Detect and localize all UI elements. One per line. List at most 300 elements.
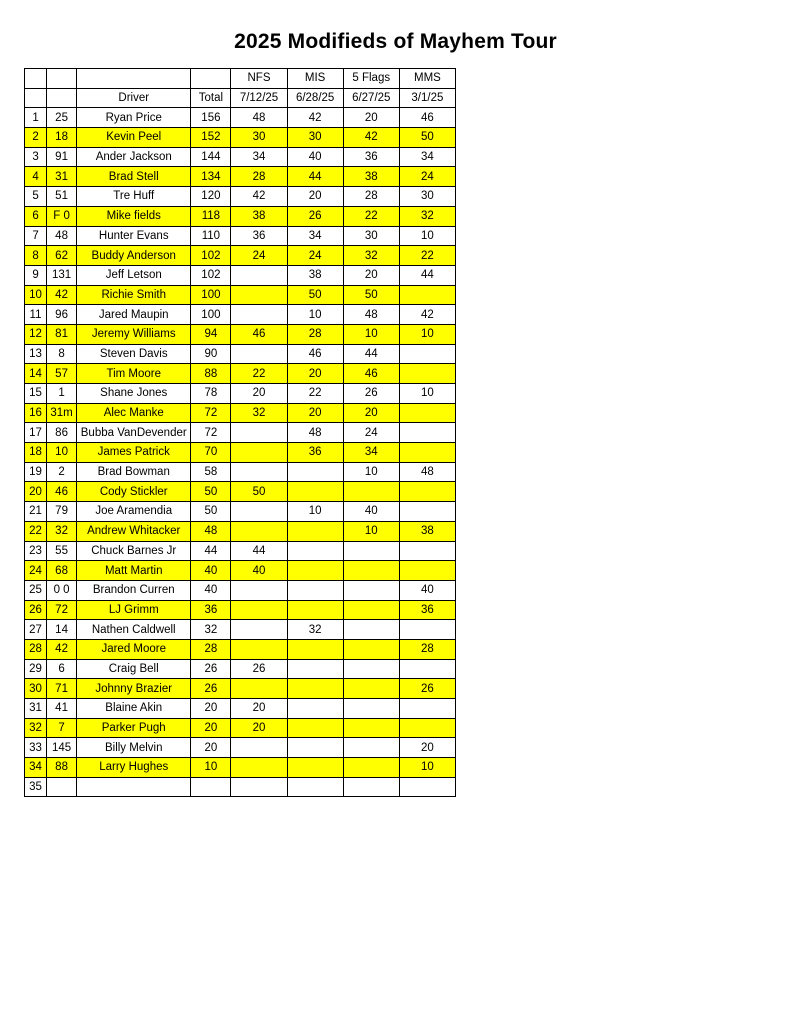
row-race-score-4: 10 — [399, 384, 455, 404]
table-row — [25, 620, 456, 640]
row-total-points: 100 — [191, 305, 231, 325]
row-race-score-1: 20 — [231, 699, 287, 719]
row-race-score-3: 38 — [343, 167, 399, 187]
row-race-score-4: 44 — [399, 265, 455, 285]
row-race-score-1 — [231, 285, 287, 305]
row-race-score-1: 24 — [231, 246, 287, 266]
row-driver-name: Blaine Akin — [77, 699, 191, 719]
table-row — [25, 246, 456, 266]
row-position: 9 — [25, 265, 47, 285]
row-race-score-3 — [343, 620, 399, 640]
row-total-points: 58 — [191, 462, 231, 482]
row-position: 29 — [25, 659, 47, 679]
row-race-score-3: 20 — [343, 108, 399, 128]
row-position: 15 — [25, 384, 47, 404]
row-race-score-3 — [343, 561, 399, 581]
row-total-points: 144 — [191, 147, 231, 167]
row-race-score-4: 24 — [399, 167, 455, 187]
row-race-score-1 — [231, 600, 287, 620]
table-row — [25, 679, 456, 699]
row-race-score-3 — [343, 679, 399, 699]
row-race-score-2: 38 — [287, 265, 343, 285]
header-date-1: 7/12/25 — [231, 88, 287, 108]
row-race-score-4: 10 — [399, 758, 455, 778]
table-row — [25, 187, 456, 207]
row-race-score-2: 20 — [287, 364, 343, 384]
row-race-score-1 — [231, 580, 287, 600]
row-position: 11 — [25, 305, 47, 325]
row-race-score-2 — [287, 738, 343, 758]
table-row — [25, 128, 456, 148]
row-position: 2 — [25, 128, 47, 148]
header-blank-driver — [77, 69, 191, 89]
row-total-points: 100 — [191, 285, 231, 305]
row-race-score-4 — [399, 285, 455, 305]
row-car-number: 81 — [47, 324, 77, 344]
table-row — [25, 403, 456, 423]
row-race-score-2 — [287, 561, 343, 581]
row-position: 26 — [25, 600, 47, 620]
header-driver: Driver — [77, 88, 191, 108]
row-race-score-1: 40 — [231, 561, 287, 581]
row-race-score-1 — [231, 620, 287, 640]
row-race-score-2: 20 — [287, 403, 343, 423]
row-race-score-2 — [287, 482, 343, 502]
row-race-score-2 — [287, 777, 343, 797]
row-car-number: 0 0 — [47, 580, 77, 600]
row-race-score-3: 30 — [343, 226, 399, 246]
row-race-score-3: 34 — [343, 443, 399, 463]
row-total-points: 28 — [191, 639, 231, 659]
table-row — [25, 718, 456, 738]
row-race-score-2 — [287, 718, 343, 738]
row-race-score-4 — [399, 344, 455, 364]
row-driver-name: Brad Stell — [77, 167, 191, 187]
table-row — [25, 305, 456, 325]
header-venue-4: MMS — [399, 69, 455, 89]
table-row — [25, 580, 456, 600]
row-total-points: 10 — [191, 758, 231, 778]
row-total-points: 20 — [191, 699, 231, 719]
row-total-points: 48 — [191, 521, 231, 541]
row-car-number: 96 — [47, 305, 77, 325]
row-car-number: 55 — [47, 541, 77, 561]
row-position: 21 — [25, 502, 47, 522]
table-row — [25, 265, 456, 285]
row-race-score-2: 44 — [287, 167, 343, 187]
row-race-score-2 — [287, 659, 343, 679]
row-position: 20 — [25, 482, 47, 502]
row-race-score-4 — [399, 364, 455, 384]
row-race-score-3 — [343, 718, 399, 738]
page-title: 2025 Modifieds of Mayhem Tour — [234, 30, 557, 53]
header-date-4: 3/1/25 — [399, 88, 455, 108]
row-race-score-1: 20 — [231, 384, 287, 404]
row-race-score-1: 28 — [231, 167, 287, 187]
row-car-number: 91 — [47, 147, 77, 167]
table-row — [25, 147, 456, 167]
row-car-number: 41 — [47, 699, 77, 719]
row-driver-name: James Patrick — [77, 443, 191, 463]
row-total-points: 102 — [191, 265, 231, 285]
row-race-score-2: 10 — [287, 502, 343, 522]
row-driver-name: Chuck Barnes Jr — [77, 541, 191, 561]
row-position: 5 — [25, 187, 47, 207]
row-car-number: 10 — [47, 443, 77, 463]
row-total-points: 156 — [191, 108, 231, 128]
row-race-score-1 — [231, 777, 287, 797]
row-car-number: 6 — [47, 659, 77, 679]
header-date-2: 6/28/25 — [287, 88, 343, 108]
row-total-points: 118 — [191, 206, 231, 226]
row-race-score-1 — [231, 758, 287, 778]
row-position: 19 — [25, 462, 47, 482]
row-race-score-3: 36 — [343, 147, 399, 167]
row-race-score-4: 42 — [399, 305, 455, 325]
row-driver-name: Alec Manke — [77, 403, 191, 423]
row-race-score-3: 32 — [343, 246, 399, 266]
row-total-points: 94 — [191, 324, 231, 344]
row-race-score-3: 28 — [343, 187, 399, 207]
row-total-points: 72 — [191, 423, 231, 443]
row-car-number: 31 — [47, 167, 77, 187]
row-race-score-1: 46 — [231, 324, 287, 344]
row-driver-name: Steven Davis — [77, 344, 191, 364]
row-position: 10 — [25, 285, 47, 305]
row-driver-name: Andrew Whitacker — [77, 521, 191, 541]
row-total-points: 44 — [191, 541, 231, 561]
row-race-score-4: 20 — [399, 738, 455, 758]
row-position: 27 — [25, 620, 47, 640]
row-car-number: 31m — [47, 403, 77, 423]
row-race-score-3 — [343, 600, 399, 620]
row-race-score-2: 20 — [287, 187, 343, 207]
row-race-score-1 — [231, 521, 287, 541]
header-venue-1: NFS — [231, 69, 287, 89]
row-race-score-2: 22 — [287, 384, 343, 404]
row-race-score-2: 26 — [287, 206, 343, 226]
row-driver-name: Tim Moore — [77, 364, 191, 384]
row-position: 30 — [25, 679, 47, 699]
row-position: 31 — [25, 699, 47, 719]
standings-table — [24, 68, 456, 797]
row-race-score-1: 36 — [231, 226, 287, 246]
row-position: 33 — [25, 738, 47, 758]
header-blank-num — [47, 69, 77, 89]
row-car-number: F 0 — [47, 206, 77, 226]
row-driver-name: Jared Maupin — [77, 305, 191, 325]
row-race-score-3 — [343, 639, 399, 659]
row-race-score-3 — [343, 541, 399, 561]
row-car-number: 57 — [47, 364, 77, 384]
row-driver-name: Buddy Anderson — [77, 246, 191, 266]
row-driver-name: Bubba VanDevender — [77, 423, 191, 443]
row-car-number: 72 — [47, 600, 77, 620]
row-race-score-1: 22 — [231, 364, 287, 384]
row-total-points: 32 — [191, 620, 231, 640]
row-car-number: 46 — [47, 482, 77, 502]
row-race-score-4 — [399, 443, 455, 463]
row-race-score-3: 10 — [343, 324, 399, 344]
table-row — [25, 600, 456, 620]
standings-table-container — [24, 68, 456, 797]
row-race-score-4 — [399, 502, 455, 522]
row-position: 7 — [25, 226, 47, 246]
row-total-points: 102 — [191, 246, 231, 266]
row-race-score-1: 48 — [231, 108, 287, 128]
row-car-number: 79 — [47, 502, 77, 522]
row-position: 12 — [25, 324, 47, 344]
row-race-score-4 — [399, 699, 455, 719]
row-race-score-1 — [231, 502, 287, 522]
row-driver-name: LJ Grimm — [77, 600, 191, 620]
row-race-score-4 — [399, 482, 455, 502]
row-race-score-3 — [343, 699, 399, 719]
row-race-score-4: 40 — [399, 580, 455, 600]
row-total-points: 152 — [191, 128, 231, 148]
row-race-score-1 — [231, 639, 287, 659]
row-position: 25 — [25, 580, 47, 600]
row-total-points: 50 — [191, 482, 231, 502]
row-race-score-2: 34 — [287, 226, 343, 246]
row-driver-name: Mike fields — [77, 206, 191, 226]
row-race-score-1 — [231, 265, 287, 285]
row-race-score-4: 10 — [399, 324, 455, 344]
row-race-score-2 — [287, 600, 343, 620]
row-driver-name: Craig Bell — [77, 659, 191, 679]
row-race-score-2 — [287, 521, 343, 541]
header-car-number — [47, 88, 77, 108]
header-blank-total — [191, 69, 231, 89]
row-position: 34 — [25, 758, 47, 778]
row-race-score-2: 28 — [287, 324, 343, 344]
row-car-number: 32 — [47, 521, 77, 541]
row-race-score-1: 34 — [231, 147, 287, 167]
row-race-score-1: 38 — [231, 206, 287, 226]
row-driver-name: Ryan Price — [77, 108, 191, 128]
table-row — [25, 443, 456, 463]
row-race-score-4: 48 — [399, 462, 455, 482]
table-row — [25, 324, 456, 344]
row-race-score-3: 22 — [343, 206, 399, 226]
row-race-score-3 — [343, 659, 399, 679]
row-race-score-4: 30 — [399, 187, 455, 207]
table-row — [25, 482, 456, 502]
row-race-score-4 — [399, 403, 455, 423]
row-position: 14 — [25, 364, 47, 384]
row-driver-name — [77, 777, 191, 797]
row-race-score-1: 32 — [231, 403, 287, 423]
table-row — [25, 423, 456, 443]
row-car-number: 7 — [47, 718, 77, 738]
row-total-points: 120 — [191, 187, 231, 207]
row-car-number: 145 — [47, 738, 77, 758]
row-race-score-2: 24 — [287, 246, 343, 266]
row-car-number: 1 — [47, 384, 77, 404]
row-car-number: 42 — [47, 639, 77, 659]
row-race-score-2: 36 — [287, 443, 343, 463]
table-row — [25, 462, 456, 482]
row-car-number: 18 — [47, 128, 77, 148]
table-row — [25, 167, 456, 187]
row-race-score-3: 10 — [343, 521, 399, 541]
row-position: 22 — [25, 521, 47, 541]
row-race-score-3: 50 — [343, 285, 399, 305]
row-race-score-4 — [399, 541, 455, 561]
row-car-number: 62 — [47, 246, 77, 266]
header-pos — [25, 88, 47, 108]
row-driver-name: Tre Huff — [77, 187, 191, 207]
row-driver-name: Matt Martin — [77, 561, 191, 581]
row-car-number: 14 — [47, 620, 77, 640]
row-total-points: 134 — [191, 167, 231, 187]
row-race-score-2: 50 — [287, 285, 343, 305]
row-race-score-4 — [399, 423, 455, 443]
row-race-score-3 — [343, 777, 399, 797]
row-race-score-4: 36 — [399, 600, 455, 620]
row-position: 28 — [25, 639, 47, 659]
row-driver-name: Brandon Curren — [77, 580, 191, 600]
row-race-score-3: 20 — [343, 265, 399, 285]
row-race-score-4 — [399, 777, 455, 797]
table-row — [25, 639, 456, 659]
row-driver-name: Jeff Letson — [77, 265, 191, 285]
row-driver-name: Hunter Evans — [77, 226, 191, 246]
row-position: 18 — [25, 443, 47, 463]
row-car-number: 2 — [47, 462, 77, 482]
row-car-number: 131 — [47, 265, 77, 285]
header-venue-3: 5 Flags — [343, 69, 399, 89]
row-driver-name: Kevin Peel — [77, 128, 191, 148]
row-car-number: 25 — [47, 108, 77, 128]
row-car-number: 88 — [47, 758, 77, 778]
row-total-points: 26 — [191, 659, 231, 679]
row-total-points: 90 — [191, 344, 231, 364]
row-race-score-4: 10 — [399, 226, 455, 246]
row-car-number: 48 — [47, 226, 77, 246]
row-position: 13 — [25, 344, 47, 364]
table-row — [25, 206, 456, 226]
row-race-score-1: 42 — [231, 187, 287, 207]
row-race-score-3 — [343, 580, 399, 600]
table-row — [25, 364, 456, 384]
row-race-score-2 — [287, 462, 343, 482]
table-row — [25, 541, 456, 561]
row-race-score-4: 38 — [399, 521, 455, 541]
row-total-points: 78 — [191, 384, 231, 404]
row-race-score-4 — [399, 718, 455, 738]
row-position: 32 — [25, 718, 47, 738]
row-driver-name: Ander Jackson — [77, 147, 191, 167]
row-race-score-1: 20 — [231, 718, 287, 738]
table-row — [25, 226, 456, 246]
row-position: 1 — [25, 108, 47, 128]
row-driver-name: Shane Jones — [77, 384, 191, 404]
row-total-points: 72 — [191, 403, 231, 423]
row-car-number: 71 — [47, 679, 77, 699]
row-race-score-4: 46 — [399, 108, 455, 128]
row-position: 3 — [25, 147, 47, 167]
table-row — [25, 738, 456, 758]
row-race-score-1 — [231, 679, 287, 699]
row-race-score-2: 46 — [287, 344, 343, 364]
row-position: 35 — [25, 777, 47, 797]
row-driver-name: Billy Melvin — [77, 738, 191, 758]
row-position: 16 — [25, 403, 47, 423]
row-race-score-4: 34 — [399, 147, 455, 167]
row-race-score-2 — [287, 541, 343, 561]
header-row-dates — [25, 88, 456, 108]
row-race-score-1 — [231, 738, 287, 758]
row-race-score-1 — [231, 344, 287, 364]
table-row — [25, 521, 456, 541]
row-total-points: 26 — [191, 679, 231, 699]
row-driver-name: Cody Stickler — [77, 482, 191, 502]
row-race-score-4: 32 — [399, 206, 455, 226]
row-race-score-2: 40 — [287, 147, 343, 167]
row-race-score-1: 50 — [231, 482, 287, 502]
row-total-points: 36 — [191, 600, 231, 620]
header-blank-pos — [25, 69, 47, 89]
row-position: 8 — [25, 246, 47, 266]
row-race-score-3 — [343, 738, 399, 758]
row-race-score-2: 10 — [287, 305, 343, 325]
row-race-score-3: 40 — [343, 502, 399, 522]
row-driver-name: Brad Bowman — [77, 462, 191, 482]
row-total-points: 88 — [191, 364, 231, 384]
header-total: Total — [191, 88, 231, 108]
row-race-score-3: 48 — [343, 305, 399, 325]
table-body — [25, 108, 456, 797]
row-total-points — [191, 777, 231, 797]
row-total-points: 20 — [191, 718, 231, 738]
row-total-points: 40 — [191, 561, 231, 581]
row-driver-name: Larry Hughes — [77, 758, 191, 778]
table-row — [25, 758, 456, 778]
row-race-score-2 — [287, 699, 343, 719]
row-race-score-1: 26 — [231, 659, 287, 679]
row-total-points: 40 — [191, 580, 231, 600]
row-race-score-2: 32 — [287, 620, 343, 640]
row-position: 6 — [25, 206, 47, 226]
row-race-score-2: 42 — [287, 108, 343, 128]
row-position: 17 — [25, 423, 47, 443]
row-race-score-3: 26 — [343, 384, 399, 404]
row-race-score-4: 26 — [399, 679, 455, 699]
row-race-score-1: 30 — [231, 128, 287, 148]
row-car-number: 42 — [47, 285, 77, 305]
row-race-score-1 — [231, 462, 287, 482]
table-head — [25, 69, 456, 108]
row-race-score-2: 30 — [287, 128, 343, 148]
row-total-points: 110 — [191, 226, 231, 246]
row-driver-name: Nathen Caldwell — [77, 620, 191, 640]
row-race-score-2 — [287, 639, 343, 659]
row-race-score-3 — [343, 758, 399, 778]
row-driver-name: Jared Moore — [77, 639, 191, 659]
table-row — [25, 659, 456, 679]
row-total-points: 70 — [191, 443, 231, 463]
table-row — [25, 285, 456, 305]
row-position: 4 — [25, 167, 47, 187]
row-car-number: 51 — [47, 187, 77, 207]
row-position: 24 — [25, 561, 47, 581]
row-total-points: 50 — [191, 502, 231, 522]
row-race-score-2 — [287, 580, 343, 600]
header-row-venues — [25, 69, 456, 89]
table-row — [25, 699, 456, 719]
table-row — [25, 777, 456, 797]
